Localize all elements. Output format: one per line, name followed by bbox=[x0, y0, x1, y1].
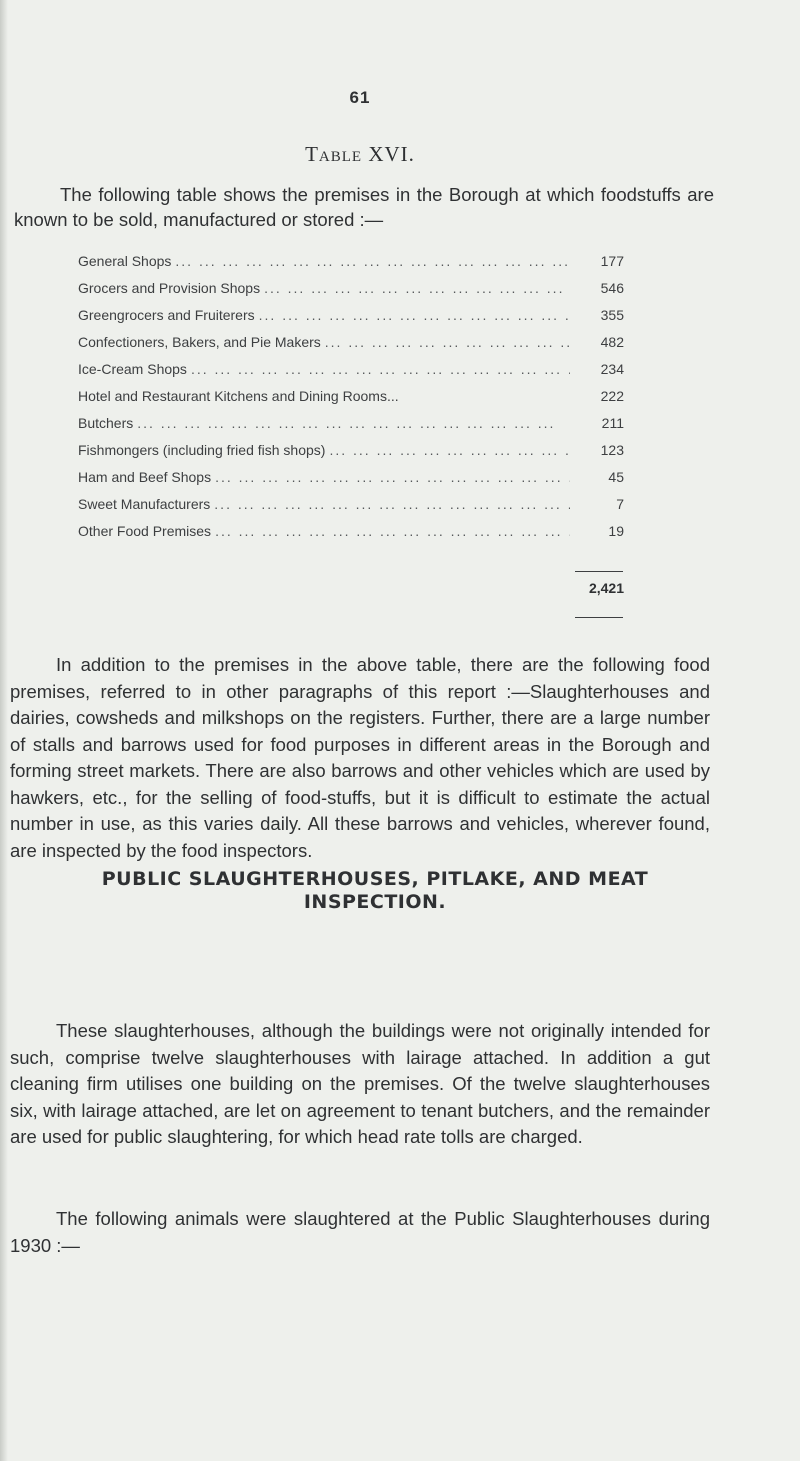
table-row bbox=[78, 496, 638, 523]
premises-label: Hotel and Restaurant Kitchens and Dining Rooms... bbox=[78, 388, 399, 404]
leader-dots bbox=[191, 361, 570, 377]
paragraph-additional-premises: In addition to the premises in the above table, there are the following food premises, referred to in other paragraphs of this report :—Slaughterhouses and dairies, cowsheds and milkshops on the registers. Further, there are a large number of stalls and barrows used for food purposes in different areas in the Borough and forming street markets. There are also barrows and other vehicles which are used by hawkers, etc., for the selling of food-stuffs, but it is difficult to estimate the actual number in use, as this varies daily. All these barrows and vehicles, wherever found, are inspected by the food inspectors. bbox=[10, 654, 710, 861]
table-row bbox=[78, 442, 638, 469]
table-row bbox=[78, 523, 638, 550]
section-heading: PUBLIC SLAUGHTERHOUSES, PITLAKE, AND MEAT INSPECTION. bbox=[101, 868, 649, 913]
table-intro: The following table shows the premises in the Borough at which foodstuffs are known to be sold, manufactured or stored :— bbox=[14, 184, 714, 230]
page-edge bbox=[0, 0, 8, 1461]
leader-dots bbox=[329, 442, 570, 458]
leader-dots bbox=[259, 307, 570, 323]
table-row bbox=[78, 280, 638, 307]
table-row bbox=[78, 415, 638, 442]
premises-total: 2,421 bbox=[588, 580, 624, 596]
premises-table bbox=[78, 253, 638, 550]
premises-count: 19 bbox=[608, 523, 624, 539]
premises-count: 482 bbox=[600, 334, 624, 350]
premises-label: Fishmongers (including fried fish shops) bbox=[78, 442, 326, 458]
premises-label: Ice-Cream Shops bbox=[78, 361, 187, 377]
premises-label: Sweet Manufacturers bbox=[78, 496, 211, 512]
paragraph-animals-slaughtered: The following animals were slaughtered at the Public Slaughterhouses during 1930 :— bbox=[10, 1208, 710, 1256]
total-rule-top bbox=[575, 571, 623, 572]
total-rule-bottom bbox=[575, 617, 623, 618]
premises-count: 45 bbox=[608, 469, 624, 485]
premises-count: 355 bbox=[600, 307, 624, 323]
premises-label: Greengrocers and Fruiterers bbox=[78, 307, 255, 323]
premises-label: Ham and Beef Shops bbox=[78, 469, 212, 485]
leader-dots bbox=[264, 280, 570, 296]
paragraph-slaughterhouses: These slaughterhouses, although the buildings were not originally intended for such, comprise twelve slaughterhouses with lairage attached. In addition a gut cleaning firm utilises one building on the premises. Of the twelve slaughterhouses six, with lairage attached, are let on agreement to tenant butchers, and the remainder are used for public slaughtering, for which head rate tolls are charged. bbox=[10, 1020, 710, 1147]
leader-dots bbox=[137, 415, 570, 431]
premises-count: 211 bbox=[601, 415, 624, 431]
page-number: 61 bbox=[349, 88, 371, 107]
premises-count: 222 bbox=[600, 388, 624, 404]
premises-count: 7 bbox=[616, 496, 624, 512]
table-row bbox=[78, 361, 638, 388]
table-row bbox=[78, 469, 638, 496]
table-row bbox=[78, 307, 638, 334]
premises-label: Butchers bbox=[78, 415, 134, 431]
leader-dots bbox=[215, 523, 570, 539]
leader-dots bbox=[215, 469, 570, 485]
premises-label: Grocers and Provision Shops bbox=[78, 280, 261, 296]
table-title: Table XVI. bbox=[305, 142, 415, 166]
premises-count: 123 bbox=[600, 442, 624, 458]
premises-label: Confectioners, Bakers, and Pie Makers bbox=[78, 334, 321, 350]
premises-count: 177 bbox=[600, 253, 624, 269]
leader-dots bbox=[325, 334, 570, 350]
premises-label: General Shops bbox=[78, 253, 172, 269]
table-row bbox=[78, 388, 638, 415]
premises-count: 234 bbox=[600, 361, 624, 377]
leader-dots bbox=[214, 496, 570, 512]
table-row bbox=[78, 253, 638, 280]
premises-count: 546 bbox=[600, 280, 624, 296]
table-row bbox=[78, 334, 638, 361]
premises-label: Other Food Premises bbox=[78, 523, 212, 539]
leader-dots bbox=[175, 253, 570, 269]
